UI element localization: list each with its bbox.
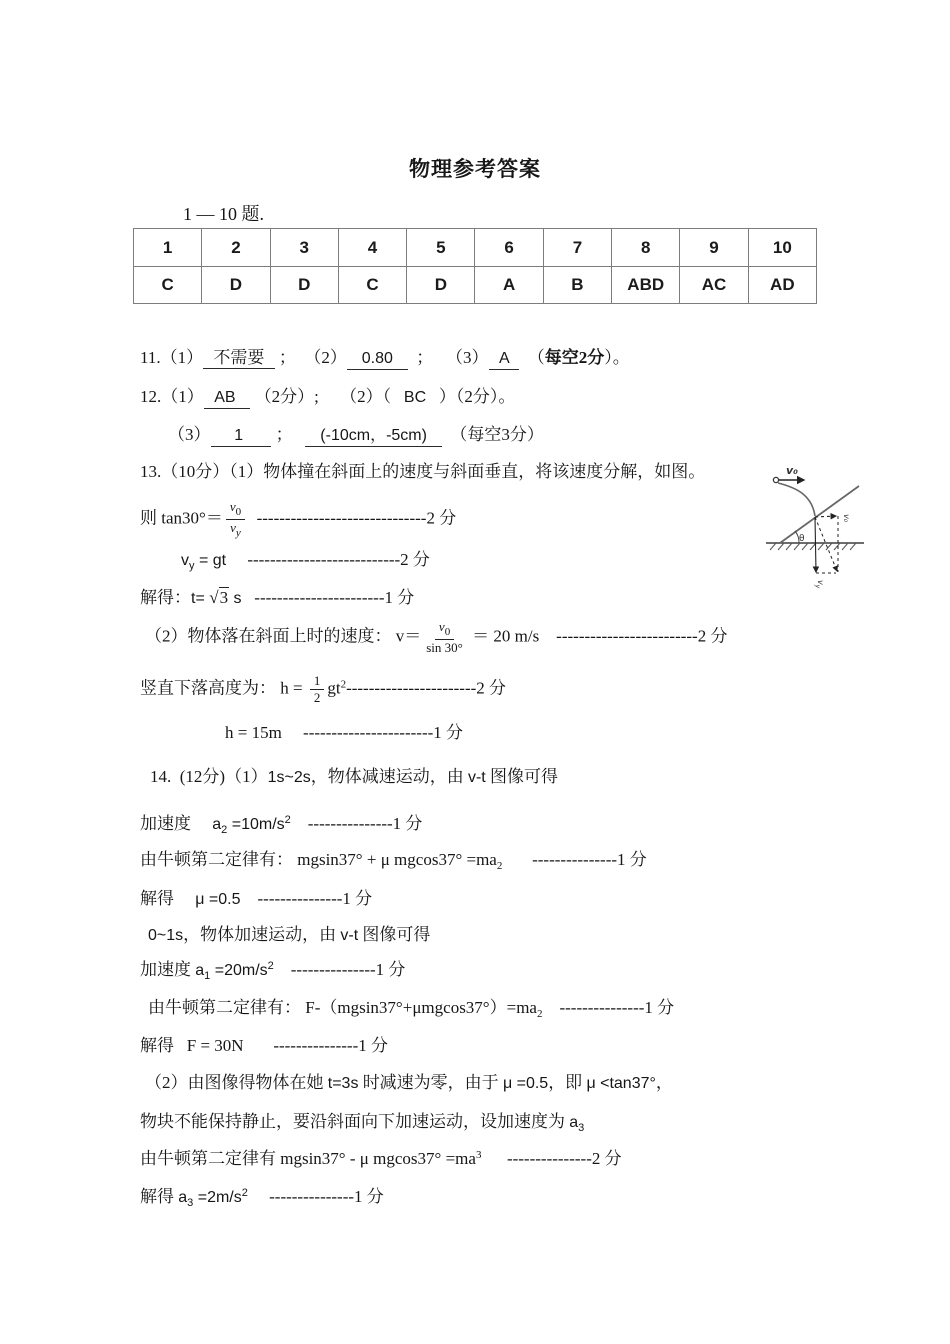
text-segment: ，	[655, 1073, 673, 1092]
q13-step-v	[145, 620, 727, 655]
text-segment: （3）	[168, 425, 211, 444]
q14-step-a2	[140, 813, 422, 838]
text-segment: 0.80	[347, 349, 408, 370]
ground-hatching	[770, 543, 856, 550]
text-segment: 时减速为零，由于	[358, 1073, 503, 1092]
text-segment: （	[519, 348, 545, 367]
q12-line-2	[168, 424, 544, 447]
text-segment: （每空3分）	[441, 425, 544, 444]
vertical-component-label: $v_y$	[814, 580, 825, 589]
text-segment: 2	[313, 690, 321, 706]
q14-part2-line1	[145, 1072, 673, 1094]
text-segment: 2	[536, 1008, 543, 1020]
text-segment: 11.（1）	[140, 348, 204, 367]
text-segment: 0	[444, 626, 451, 638]
text-segment: 12.（1）	[140, 387, 204, 406]
text-segment: -----------------------2 分	[346, 678, 507, 698]
text-segment: gt	[327, 678, 341, 698]
text-segment: 1	[211, 426, 272, 447]
text-segment: ---------------1 分	[240, 889, 373, 908]
text-segment: 1	[313, 673, 321, 688]
q14-step-a1	[140, 959, 405, 984]
text-segment: 2	[284, 814, 291, 826]
answer-table-header-row	[134, 229, 817, 267]
text-segment: √	[209, 588, 219, 607]
text-segment: 3	[187, 1197, 194, 1209]
text-segment: 由牛顿第二定律有： F-（mgsin37°+μmgcos37°）=ma	[148, 998, 537, 1017]
answer-table-header-cell: 6	[475, 229, 543, 267]
answer-table-answer-cell: AC	[680, 267, 748, 304]
q14-step-newton1	[140, 849, 647, 874]
text-segment: （2）物体落在斜面上时的速度： v＝	[145, 626, 422, 646]
text-segment: 图像可得	[485, 767, 558, 786]
q13-step-h-eq	[140, 674, 506, 706]
text-segment: 3	[578, 1122, 585, 1134]
text-segment: y	[189, 560, 195, 572]
answer-table-header-cell: 2	[202, 229, 270, 267]
text-segment: μ =0.5	[502, 1075, 549, 1092]
text-segment: ＝ 20 m/s -------------------------2 分	[467, 626, 728, 646]
text-segment: a	[569, 1114, 579, 1131]
text-segment: ）。	[604, 348, 630, 367]
text-segment: 13.（10分）（1）物体撞在斜面上的速度与斜面垂直，将该速度分解，如图。	[140, 462, 706, 481]
text-segment: 2	[267, 960, 274, 972]
text-segment: t=3s	[327, 1075, 359, 1092]
vertical-component-arrow	[815, 517, 816, 572]
text-segment: ）（2分）。	[426, 387, 516, 406]
q14-step-a3	[140, 1186, 384, 1211]
answer-table-answer-cell: ABD	[612, 267, 680, 304]
text-segment: =2m/s	[193, 1189, 242, 1206]
q14-step-mu	[140, 888, 372, 910]
answer-table-header-cell: 7	[543, 229, 611, 267]
q14-part2-line2	[140, 1111, 584, 1136]
text-segment	[424, 620, 465, 655]
text-segment: 加速度	[140, 960, 196, 979]
answer-table-answer-cell: A	[475, 267, 543, 304]
theta-label: θ	[799, 534, 805, 544]
launch-point	[773, 477, 778, 482]
text-segment: a	[212, 816, 222, 833]
text-segment: ---------------1 分	[247, 1187, 384, 1206]
text-segment	[310, 674, 325, 706]
text-segment: v	[181, 552, 189, 569]
text-segment: =10m/s	[227, 816, 285, 833]
answer-table-answer-cell: D	[270, 267, 338, 304]
trajectory-curve	[778, 483, 815, 516]
text-segment: 解得：	[140, 588, 191, 607]
text-segment: v	[229, 499, 236, 514]
text-segment: h = 15m -----------------------1 分	[225, 723, 464, 742]
answer-table-header-cell: 9	[680, 229, 748, 267]
q14-statement-2	[148, 924, 430, 946]
text-segment: A	[489, 349, 520, 370]
answer-table	[133, 228, 817, 304]
answer-table-answer-cell: D	[202, 267, 270, 304]
q14-step-F	[140, 1035, 388, 1056]
q13-step-vy	[181, 549, 430, 574]
text-segment: 则 tan30°＝	[140, 508, 223, 528]
text-segment: ---------------1 分	[542, 998, 675, 1017]
text-segment: 解得	[140, 1187, 179, 1206]
text-segment: 加速度	[140, 814, 213, 833]
text-segment: （2分）; （2）（	[250, 387, 404, 406]
text-segment: s	[229, 590, 242, 607]
answer-table-header-cell: 8	[612, 229, 680, 267]
text-segment: v-t	[340, 927, 359, 944]
text-segment: 由牛顿第二定律有： mgsin37° + μ mgcos37° =ma	[140, 850, 497, 869]
text-segment: 由牛顿第二定律有 mgsin37° - μ mgcos37° =ma	[140, 1149, 476, 1168]
text-segment: 2	[241, 1187, 248, 1199]
answer-table-body	[134, 229, 817, 304]
q11-line	[140, 347, 630, 370]
text-segment: AB	[204, 388, 251, 409]
resultant-velocity-dashed	[815, 517, 837, 571]
text-segment: ---------------2 分	[481, 1149, 622, 1168]
answer-table-answer-cell: C	[338, 267, 406, 304]
answer-table-answer-row	[134, 267, 817, 304]
q14-step-newton3	[140, 1148, 622, 1169]
text-segment: μ <tan37°	[586, 1075, 656, 1092]
answer-table-answer-cell: B	[543, 267, 611, 304]
text-segment: 不需要	[203, 347, 275, 369]
text-segment: 0	[235, 506, 242, 518]
answer-table-header-cell: 3	[270, 229, 338, 267]
q13-step-t	[140, 587, 414, 609]
text-segment: 图像可得	[358, 925, 431, 944]
text-segment: 2	[340, 678, 347, 691]
text-segment: = gt	[194, 552, 227, 569]
text-segment: 竖直下落高度为： h =	[140, 678, 307, 698]
text-segment: ---------------------------2 分	[226, 550, 430, 569]
text-segment: ---------------1 分	[273, 960, 406, 979]
q14-statement	[150, 766, 558, 788]
q13-step-h-val	[225, 722, 463, 743]
text-segment: ------------------------------2 分	[248, 508, 457, 528]
text-segment: 物块不能保持静止，要沿斜面向下加速运动，设加速度为	[140, 1112, 570, 1131]
text-segment: 1	[204, 970, 211, 982]
text-segment: t=	[191, 590, 210, 607]
text-segment: 2	[221, 824, 228, 836]
text-segment: 解得 F = 30N ---------------1 分	[140, 1036, 388, 1055]
q12-line-1	[140, 386, 515, 409]
text-segment: 每空2分	[544, 348, 605, 367]
text-segment: ；	[271, 425, 306, 444]
text-segment: BC	[403, 389, 427, 406]
answer-table-header-cell: 5	[407, 229, 475, 267]
text-segment: 解得	[140, 889, 196, 908]
text-segment: ，物体加速运动，由	[183, 925, 341, 944]
text-segment: 3	[475, 1149, 482, 1161]
text-segment: 1s~2s	[267, 769, 311, 786]
answer-table-answer-cell: AD	[748, 267, 816, 304]
launch-velocity-label: v₀	[786, 464, 798, 477]
text-segment: ，即	[548, 1073, 587, 1092]
answer-table-header-cell: 10	[748, 229, 816, 267]
text-segment: 14. (12分)（1）	[150, 767, 268, 786]
page-title: 物理参考答案	[409, 157, 541, 181]
text-segment: v	[438, 619, 445, 634]
answer-table-answer-cell: D	[407, 267, 475, 304]
text-segment: ； （2）	[274, 348, 347, 367]
text-segment: -----------------------1 分	[241, 588, 415, 607]
text-segment: ---------------1 分	[502, 850, 647, 869]
text-segment: 2	[496, 860, 503, 872]
text-segment: v	[230, 520, 236, 536]
text-segment: a	[178, 1189, 188, 1206]
text-segment: y	[235, 527, 241, 540]
text-segment: v-t	[467, 769, 486, 786]
text-segment: (-10cm，-5cm)	[305, 426, 441, 447]
text-segment: a	[195, 962, 205, 979]
text-segment: （2）由图像得物体在她	[145, 1073, 328, 1092]
q14-step-newton2	[148, 997, 674, 1022]
text-segment: ---------------1 分	[290, 814, 423, 833]
text-segment: ，物体减速运动，由	[310, 767, 468, 786]
text-segment: 3	[219, 588, 229, 607]
text-segment: sin 30°	[426, 640, 463, 656]
answer-table-answer-cell: C	[134, 267, 202, 304]
projectile-incline-figure	[752, 440, 947, 605]
q13-statement	[140, 461, 705, 482]
q13-step-tan	[140, 500, 456, 539]
horizontal-component-label: v₀	[842, 514, 851, 522]
question-range-label: 1 — 10 题.	[183, 204, 264, 224]
text-segment: ； （3）	[407, 348, 489, 367]
text-segment: 0~1s	[148, 927, 184, 944]
answer-table-header-cell: 4	[338, 229, 406, 267]
text-segment	[226, 500, 245, 539]
answer-table-header-cell: 1	[134, 229, 202, 267]
text-segment: μ =0.5	[195, 891, 241, 908]
text-segment: =20m/s	[210, 962, 268, 979]
